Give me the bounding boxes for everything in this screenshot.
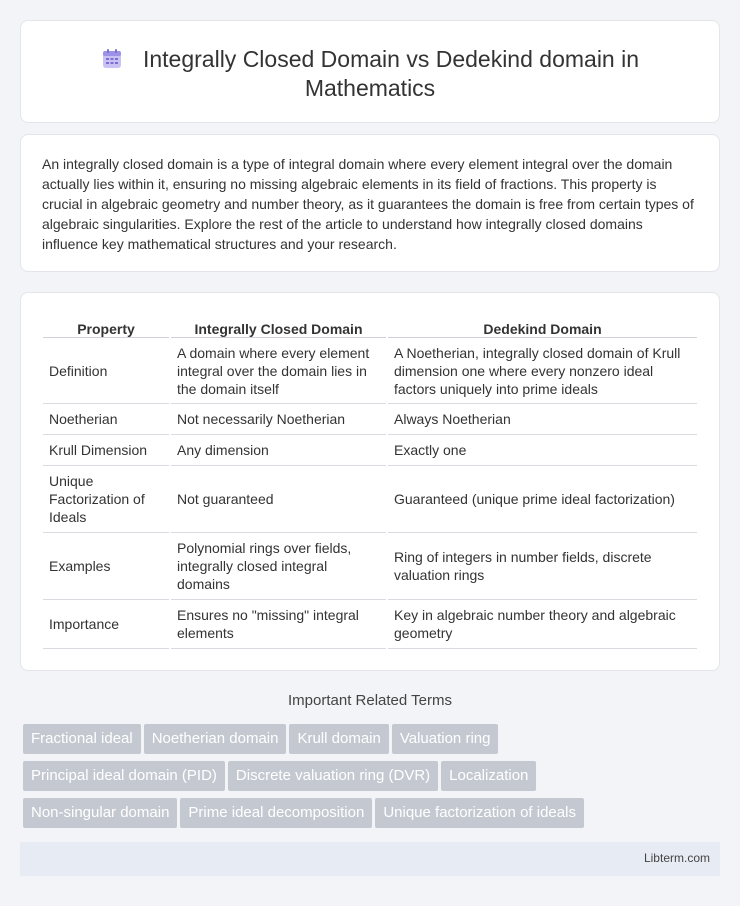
tag-row bbox=[23, 724, 723, 761]
table-cell: Examples bbox=[43, 533, 169, 600]
tag-dvr[interactable]: Discrete valuation ring (DVR) bbox=[228, 761, 438, 791]
tag-krull-domain[interactable]: Krull domain bbox=[289, 724, 388, 754]
table-row bbox=[43, 338, 697, 404]
table-row bbox=[43, 466, 697, 533]
related-terms-list bbox=[23, 724, 723, 835]
intro-card bbox=[20, 134, 720, 272]
table-cell: Definition bbox=[43, 338, 169, 404]
table-cell: Ring of integers in number fields, discrete valuation rings bbox=[388, 533, 697, 600]
table-cell: Not necessarily Noetherian bbox=[171, 404, 386, 435]
header-integrally-closed: Integrally Closed Domain bbox=[171, 315, 386, 338]
table-cell: Ensures no "missing" integral elements bbox=[171, 600, 386, 649]
header-dedekind: Dedekind Domain bbox=[388, 315, 697, 338]
intro-paragraph: An integrally closed domain is a type of integral domain where every element integral over the domain actually lies within it, ensuring no missing algebraic elements in its field of fractions. This property is crucial in algebraic geometry and number theory, as it guarantees the domain is free from certain types of algebraic singularities. Explore the rest of the article to understand how integrally closed domains influence key mathematical structures and your research. bbox=[42, 156, 694, 252]
table-cell: Guaranteed (unique prime ideal factorization) bbox=[388, 466, 697, 533]
table-row bbox=[43, 435, 697, 466]
tag-row bbox=[23, 761, 723, 798]
tag-prime-ideal-decomposition[interactable]: Prime ideal decomposition bbox=[180, 798, 372, 828]
table-cell: Importance bbox=[43, 600, 169, 649]
tag-unique-factorization-of-ideals[interactable]: Unique factorization of ideals bbox=[375, 798, 584, 828]
table-cell: Polynomial rings over fields, integrally closed integral domains bbox=[171, 533, 386, 600]
header-card bbox=[20, 20, 720, 123]
header-property: Property bbox=[43, 315, 169, 338]
footer-bar bbox=[20, 842, 720, 876]
page-title bbox=[21, 45, 719, 103]
table-cell: Exactly one bbox=[388, 435, 697, 466]
tag-noetherian-domain[interactable]: Noetherian domain bbox=[144, 724, 287, 754]
tag-valuation-ring[interactable]: Valuation ring bbox=[392, 724, 499, 754]
table-cell: Not guaranteed bbox=[171, 466, 386, 533]
table-cell: Noetherian bbox=[43, 404, 169, 435]
comparison-table bbox=[41, 315, 699, 649]
tag-non-singular-domain[interactable]: Non-singular domain bbox=[23, 798, 177, 828]
title-line-2: Mathematics bbox=[304, 75, 436, 101]
table-cell: Any dimension bbox=[171, 435, 386, 466]
table-cell: Unique Factorization of Ideals bbox=[43, 466, 169, 533]
tag-fractional-ideal[interactable]: Fractional ideal bbox=[23, 724, 141, 754]
table-row bbox=[43, 533, 697, 600]
title-line-1: Integrally Closed Domain vs Dedekind domain in bbox=[142, 46, 640, 72]
comparison-card bbox=[20, 292, 720, 671]
table-row bbox=[43, 600, 697, 649]
related-terms-title: Important Related Terms bbox=[288, 692, 452, 709]
footer-site-link[interactable]: Libterm.com bbox=[643, 851, 710, 865]
table-cell: A domain where every element integral over the domain lies in the domain itself bbox=[171, 338, 386, 404]
tag-localization[interactable]: Localization bbox=[441, 761, 536, 791]
table-header-row bbox=[43, 315, 697, 338]
table-cell: Krull Dimension bbox=[43, 435, 169, 466]
tag-row bbox=[23, 798, 723, 835]
calendar-grid-icon bbox=[101, 48, 123, 70]
table-row bbox=[43, 404, 697, 435]
table-cell: A Noetherian, integrally closed domain of Krull dimension one where every nonzero ideal factors uniquely into prime ideals bbox=[388, 338, 697, 404]
tag-pid[interactable]: Principal ideal domain (PID) bbox=[23, 761, 225, 791]
table-cell: Always Noetherian bbox=[388, 404, 697, 435]
table-cell: Key in algebraic number theory and algebraic geometry bbox=[388, 600, 697, 649]
